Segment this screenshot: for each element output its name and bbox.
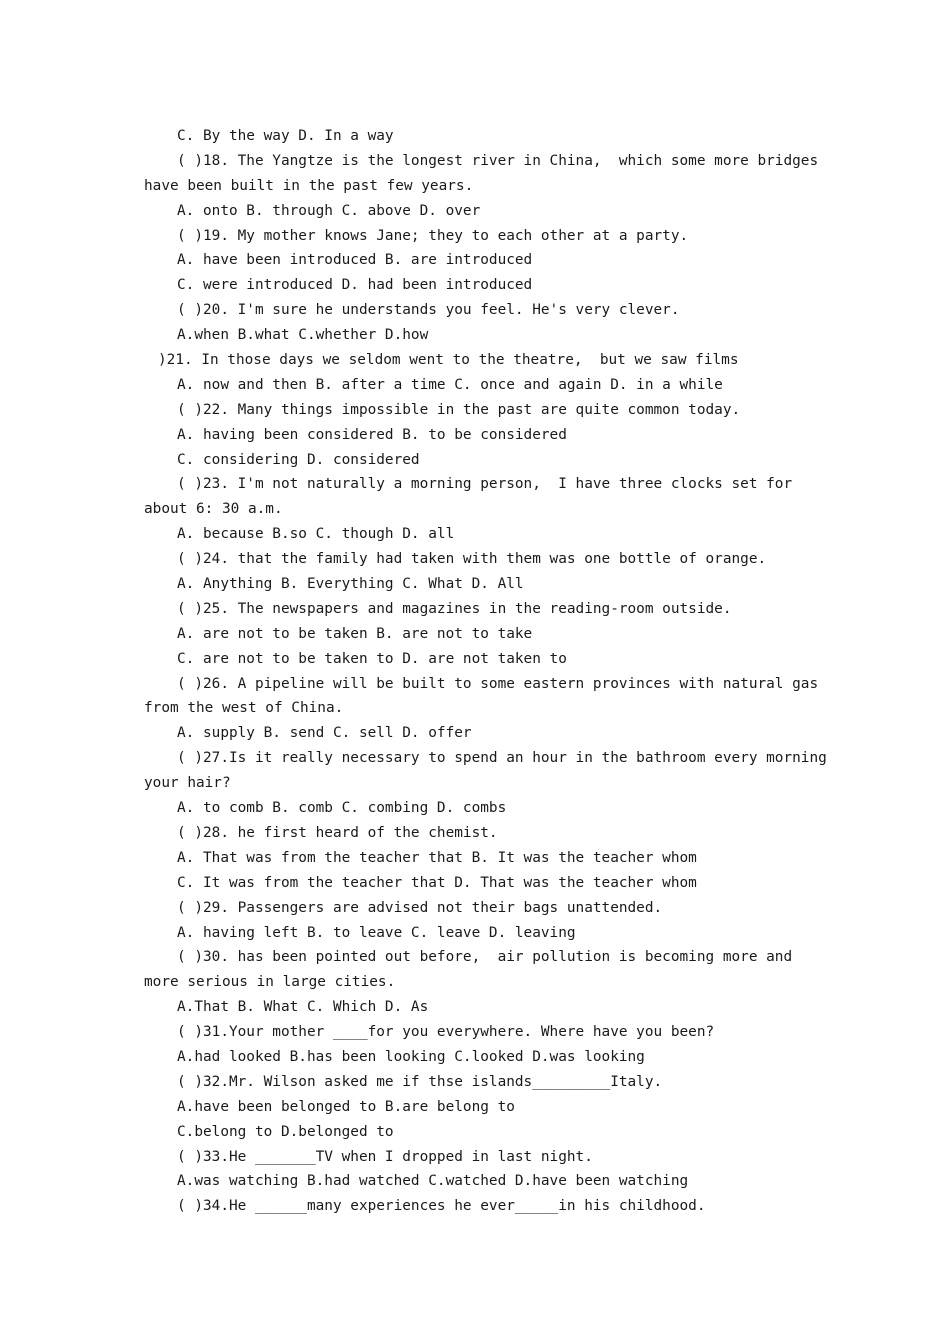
text-line: ( )34.He ______many experiences he ever_____in his childhood.	[177, 1198, 706, 1215]
text-line: about 6: 30 a.m.	[144, 501, 283, 518]
text-line: ( )31.Your mother ____for you everywhere. Where have you been?	[177, 1024, 715, 1041]
text-line: ( )26. A pipeline will be built to some eastern provinces with natural gas	[177, 675, 819, 692]
text-line: A. onto B. through C. above D. over	[177, 202, 481, 219]
text-line: ( )25. The newspapers and magazines in the reading-room outside.	[177, 600, 732, 617]
text-line: ( )33.He _______TV when I dropped in last night.	[177, 1148, 593, 1165]
text-line: A. are not to be taken B. are not to take	[177, 625, 533, 642]
text-line: more serious in large cities.	[144, 974, 396, 991]
text-line: A. Anything B. Everything C. What D. All	[177, 576, 524, 593]
document-page	[144, 124, 827, 1219]
text-line: A.had looked B.has been looking C.looked D.was looking	[177, 1048, 645, 1065]
text-line: have been built in the past few years.	[144, 177, 474, 194]
text-line: A.when B.what C.whether D.how	[177, 327, 429, 344]
text-line: ( )22. Many things impossible in the past are quite common today.	[177, 401, 741, 418]
text-line: C. are not to be taken to D. are not taken to	[177, 650, 567, 667]
text-line: C.belong to D.belonged to	[177, 1123, 394, 1140]
text-line: ( )19. My mother knows Jane; they to each other at a party.	[177, 227, 689, 244]
text-line: A. That was from the teacher that B. It was the teacher whom	[177, 849, 697, 866]
text-line: from the west of China.	[144, 700, 344, 717]
text-line: ( )18. The Yangtze is the longest river in China, which some more bridges	[177, 152, 819, 169]
text-line: A.was watching B.had watched C.watched D.have been watching	[177, 1173, 689, 1190]
text-line: C. were introduced D. had been introduced	[177, 277, 533, 294]
text-line: ( )28. he first heard of the chemist.	[177, 824, 498, 841]
text-line: ( )30. has been pointed out before, air pollution is becoming more and	[177, 949, 793, 966]
text-line: C. By the way D. In a way	[177, 128, 394, 144]
text-line: A. to comb B. comb C. combing D. combs	[177, 800, 507, 817]
text-line: ( )20. I'm sure he understands you feel. He's very clever.	[177, 302, 680, 319]
text-line: A.That B. What C. Which D. As	[177, 999, 429, 1016]
text-line: A. having been considered B. to be considered	[177, 426, 567, 443]
text-line: C. considering D. considered	[177, 451, 420, 468]
text-line: A. because B.so C. though D. all	[177, 526, 455, 543]
text-line: your hair?	[144, 775, 231, 792]
text-line: ( )29. Passengers are advised not their bags unattended.	[177, 899, 663, 916]
text-line: C. It was from the teacher that D. That was the teacher whom	[177, 874, 697, 891]
text-line: ( )24. that the family had taken with them was one bottle of orange.	[177, 551, 767, 568]
text-line: A.have been belonged to B.are belong to	[177, 1098, 515, 1115]
text-line: ( )23. I'm not naturally a morning person, I have three clocks set for	[177, 476, 793, 493]
text-line: ( )32.Mr. Wilson asked me if thse islands_________Italy.	[177, 1073, 663, 1090]
text-line: )21. In those days we seldom went to the theatre, but we saw films	[158, 352, 739, 369]
text-line: A. have been introduced B. are introduced	[177, 252, 533, 269]
text-line: A. now and then B. after a time C. once and again D. in a while	[177, 376, 723, 393]
text-line: ( )27.Is it really necessary to spend an hour in the bathroom every morning	[177, 750, 827, 767]
text-line: A. having left B. to leave C. leave D. leaving	[177, 924, 576, 941]
text-line: A. supply B. send C. sell D. offer	[177, 725, 472, 742]
